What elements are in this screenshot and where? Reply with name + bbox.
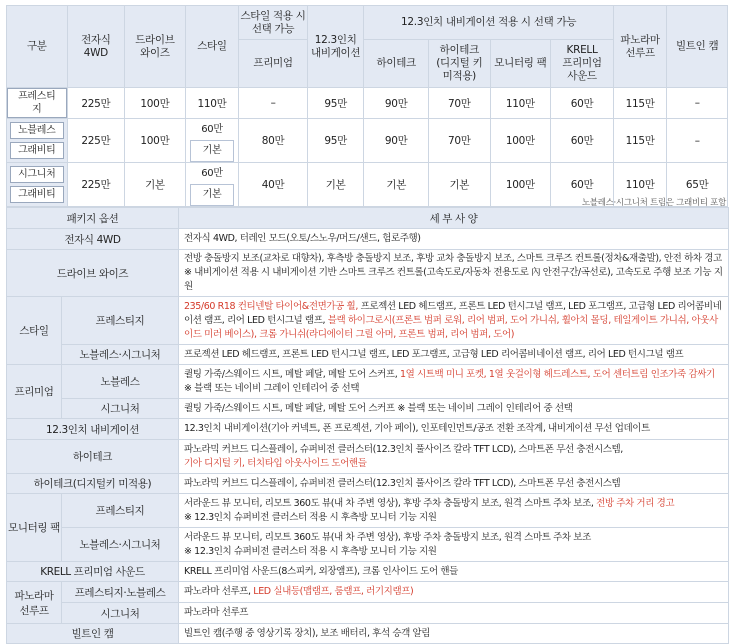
cell: 110만 (613, 163, 667, 207)
pkg-label-hitech-digital: 하이테크(디지털키 미적용) (7, 474, 179, 494)
header-builtin-cam: 빌트인 캠 (667, 6, 728, 88)
pkg-label-style-prestige: 프레스티지 (62, 297, 179, 345)
cell: 90만 (364, 119, 429, 163)
detail-highlight: LED 실내등(맵램프, 룸램프, 러기지램프) (250, 586, 414, 597)
cell: 70만 (429, 88, 491, 119)
pkg-detail-monitoring-noblesse (179, 528, 729, 562)
header-awd: 전자식 4WD (67, 6, 125, 88)
cell: 60만 (551, 88, 614, 119)
detail-highlight: 1열 시트백 미니 포켓, 1열 웃걸이형 헤드레스트, 도어 센터트림 인조가죽 감싸기 (397, 368, 715, 380)
pkg-label-monitoring-prestige: 프레스티지 (62, 494, 179, 528)
cell: 기본 (364, 163, 429, 207)
cell: 기본 (307, 163, 364, 207)
detail-highlight: 235/60 R18 컨티넨탈 타이어&전면가공 휠, (184, 300, 358, 312)
pkg-label-premium-noblesse: 노블레스 (62, 365, 179, 399)
cell: 60만 (551, 163, 614, 207)
detail-text: 파노라마 선루프, (184, 586, 251, 597)
price-row-noblesse (7, 119, 728, 163)
detail-text: 퀼팅 가죽/스웨이드 시트, 메탈 페달, 메탈 도어 스커프, (184, 368, 398, 380)
header-style: 스타일 (185, 6, 239, 88)
cell: 95만 (307, 88, 364, 119)
header-nav: 12.3인치 내비게이션 (307, 6, 364, 88)
detail-text: 서라운드 뷰 모니터, 리모트 360도 뷰(내 차 주변 영상), 후방 주차 충돌방지 보조, 원격 스마트 주차 보조, (184, 497, 594, 509)
header-krell: KRELL 프리미엄 사운드 (551, 40, 614, 88)
trim-label-prestige: 프레스티지 (7, 88, 67, 118)
cell: – (239, 88, 308, 119)
cell: – (667, 88, 728, 119)
trim-footnote: 노블레스·시그니처 트림은 그래비티 포함 (581, 198, 726, 208)
header-package-option: 패키지 옵션 (7, 208, 179, 229)
pkg-label-hitech: 하이테크 (7, 440, 179, 474)
price-row-prestige (7, 88, 728, 119)
header-hitech: 하이테크 (364, 40, 429, 88)
pkg-label-drive-wise: 드라이브 와이즈 (7, 250, 179, 297)
pkg-detail-style-prestige (179, 297, 729, 345)
detail-text: 리어 LED 턴시그널 램프, (226, 314, 326, 326)
pkg-label-nav: 12.3인치 내비게이션 (7, 419, 179, 440)
detail-line: 서라운드 뷰 모니터, 리모트 360도 뷰(내 차 주변 영상), 후방 주차 충돌방지 보조, 원격 스마트 주차 보조 (184, 531, 591, 543)
pkg-detail-panorama-prestige (179, 582, 729, 603)
pkg-category-panorama: 파노라마 선루프 (7, 582, 62, 624)
pkg-label-panorama-prestige: 프레스티지·노블레스 (62, 582, 179, 603)
style-sub-basic: 기본 (190, 140, 235, 162)
cell: 기본 (125, 163, 186, 207)
detail-highlight: 크롬 가니쉬(라디에이터 그릴 아머, 프론트 범퍼, 리어 범퍼, 도어) (259, 328, 515, 340)
pkg-detail-style-noblesse: 프로젝션 LED 헤드램프, 프론트 LED 턴시그널 램프, LED 포그램프, 고급형 LED 리어콤비네이션 램프, 리어 LED 턴시그널 램프 (179, 345, 729, 365)
detail-highlight: 전방 주차 거리 경고 (593, 497, 675, 509)
cell: 100만 (125, 88, 186, 119)
cell: 기본 (429, 163, 491, 207)
cell: 225만 (67, 88, 125, 119)
header-hitech-digital: 하이테크 (디지털 키 미적용) (429, 40, 491, 88)
trim-label-noblesse: 노블레스 (10, 122, 64, 139)
header-monitoring: 모니터링 팩 (490, 40, 551, 88)
header-style-group: 스타일 적용 시 선택 가능 (239, 6, 308, 40)
pkg-detail-premium-signature: 퀼팅 가죽/스웨이드 시트, 메탈 페달, 메탈 도어 스커프 ※ 블랙 또는 네이비 그레이 인테리어 중 선택 (179, 399, 729, 419)
detail-highlight: 블랙 하이그로시(프론트 범퍼 로워, 리어 범퍼, 도어 가니쉬, 휠아치 몰딩, 테일게이트 가니쉬, 아웃사이드 미러 베이스), (184, 314, 718, 340)
detail-line: 파노라믹 커브드 디스플레이, 슈퍼비전 클러스터(12.3인치 풀사이즈 칼라 TFT LCD), 스마트폰 무선 충전시스템, (184, 443, 623, 455)
cell: 115만 (613, 119, 667, 163)
style-sub-basic: 기본 (190, 184, 235, 206)
pkg-category-monitoring: 모니터링 팩 (7, 494, 62, 562)
cell: – (667, 119, 728, 163)
cell: 225만 (67, 163, 125, 207)
detail-text: 프로젝션 LED 헤드램프, 프론트 LED 턴시그널 램프, LED 포그램프, 고급형 LED 리어콤비네이션 램프, (184, 300, 722, 326)
trim-sub-gravity: 그래비티 (10, 142, 64, 159)
header-premium: 프리미엄 (239, 40, 308, 88)
cell: 40만 (239, 163, 308, 207)
pkg-category-premium: 프리미엄 (7, 365, 62, 419)
detail-note: ※ 12.3인치 슈퍼비전 클러스터 적용 시 후측방 모니터 기능 지원 (184, 545, 437, 557)
pkg-category-style: 스타일 (7, 297, 62, 365)
pkg-detail-drive-wise (179, 250, 729, 297)
header-detail: 세 부 사 양 (179, 208, 729, 229)
detail-note: ※ 12.3인치 슈퍼비전 클러스터 적용 시 후측방 모니터 기능 지원 (184, 511, 437, 523)
cell: 90만 (364, 88, 429, 119)
header-nav-group: 12.3인치 내비게이션 적용 시 선택 가능 (364, 6, 613, 40)
pkg-label-builtin-cam: 빌트인 캠 (7, 624, 179, 644)
detail-highlight: 기아 디지털 키, 터치타입 아웃사이드 도어핸들 (184, 457, 367, 469)
pkg-detail-awd: 전자식 4WD, 터레인 모드(오토/스노우/머드/샌드, 험로주행) (179, 229, 729, 250)
cell: 60만 (551, 119, 614, 163)
pkg-detail-builtin-cam: 빌트인 캠(주행 중 영상기록 장치), 보조 배터리, 후석 승객 알림 (179, 624, 729, 644)
cell (185, 119, 239, 163)
cell: 70만 (429, 119, 491, 163)
style-price: 60만 (201, 123, 223, 135)
cell: 100만 (490, 119, 551, 163)
trim-sub-gravity: 그래비티 (10, 186, 64, 203)
pkg-label-awd: 전자식 4WD (7, 229, 179, 250)
header-category: 구분 (7, 6, 68, 88)
pkg-detail-premium-noblesse (179, 365, 729, 399)
cell: 100만 (490, 163, 551, 207)
price-table (6, 5, 728, 207)
cell: 110만 (490, 88, 551, 119)
header-panorama: 파노라마 선루프 (613, 6, 667, 88)
pkg-label-style-noblesse: 노블레스·시그니처 (62, 345, 179, 365)
cell: 110만 (185, 88, 239, 119)
pkg-label-krell: KRELL 프리미엄 사운드 (7, 562, 179, 582)
cell: 80만 (239, 119, 308, 163)
header-drive-wise: 드라이브 와이즈 (125, 6, 186, 88)
pkg-detail-krell: KRELL 프리미엄 사운드(8스피커, 외장앰프), 크롬 인사이드 도어 핸들 (179, 562, 729, 582)
pkg-label-monitoring-noblesse: 노블레스·시그니처 (62, 528, 179, 562)
trim-label-signature: 시그니처 (10, 166, 64, 183)
package-detail-table (6, 207, 729, 644)
pkg-detail-panorama-signature: 파노라마 선루프 (179, 603, 729, 624)
cell: 95만 (307, 119, 364, 163)
pkg-detail-monitoring-prestige (179, 494, 729, 528)
detail-note: ※ 블랙 또는 네이비 그레이 인테리어 중 선택 (184, 382, 360, 394)
detail-note: ※ 내비게이션 적용 시 내비게이션 기반 스마트 크루즈 컨트롤(고속도로/자동차 전용도로 內 안전구간/곡선로), 고속도로 주행 보조 기능 지원 (184, 267, 723, 292)
cell (185, 163, 239, 207)
pkg-label-panorama-signature: 시그니처 (62, 603, 179, 624)
pkg-detail-hitech-digital: 파노라믹 커브드 디스플레이, 슈퍼비전 클러스터(12.3인치 풀사이즈 칼라 TFT LCD), 스마트폰 무선 충전시스템 (179, 474, 729, 494)
cell: 100만 (125, 119, 186, 163)
style-price: 60만 (201, 167, 223, 179)
cell: 225만 (67, 119, 125, 163)
cell: 115만 (613, 88, 667, 119)
pkg-label-premium-signature: 시그니처 (62, 399, 179, 419)
pkg-detail-nav: 12.3인치 내비게이션(기아 커넥트, 폰 프로젝션, 기아 페이), 인포테인먼트/공조 전환 조작계, 내비게이션 무선 업데이트 (179, 419, 729, 440)
detail-line: 전방 충돌방지 보조(교차로 대향차), 후측방 충돌방지 보조, 후방 교차 충돌방지 보조, 스마트 크루즈 컨트롤(정차&재출발), 안전 하차 경고 (184, 253, 722, 264)
cell: 65만 (667, 163, 728, 207)
pkg-detail-hitech (179, 440, 729, 474)
